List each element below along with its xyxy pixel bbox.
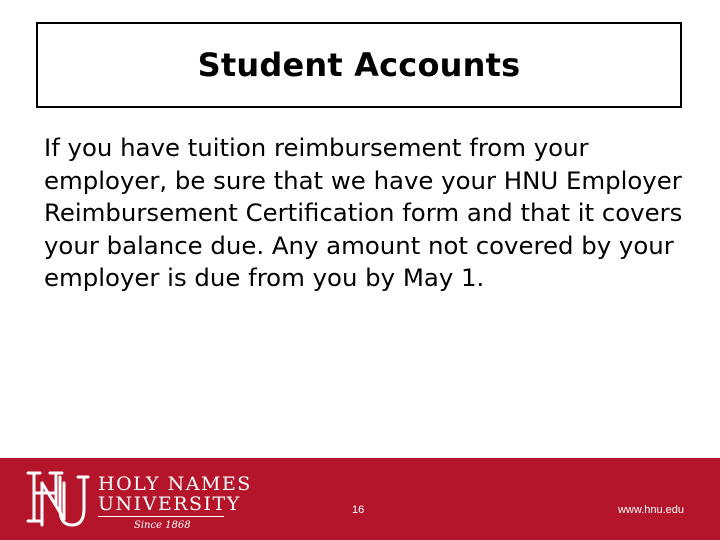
slide-title: Student Accounts xyxy=(197,46,521,84)
wordmark-since: Since 1868 xyxy=(134,520,191,531)
university-wordmark xyxy=(98,474,252,514)
university-monogram-icon xyxy=(20,463,92,535)
title-box xyxy=(36,22,682,108)
wordmark-divider xyxy=(98,516,224,517)
page-number: 16 xyxy=(352,504,365,516)
wordmark-line-2: UNIVERSITY xyxy=(98,493,241,515)
footer-url-link[interactable]: www.hnu.edu xyxy=(617,504,684,516)
slide-body-text: If you have tuition reimbursement from your employer, be sure that we have your HNU Employer Reimbursement Certification form and that it covers your balance due. Any amount not covered by your employer is due from you by May 1. xyxy=(44,133,683,292)
slide-footer xyxy=(0,458,720,540)
wordmark-line-1: HOLY NAMES xyxy=(98,473,252,495)
